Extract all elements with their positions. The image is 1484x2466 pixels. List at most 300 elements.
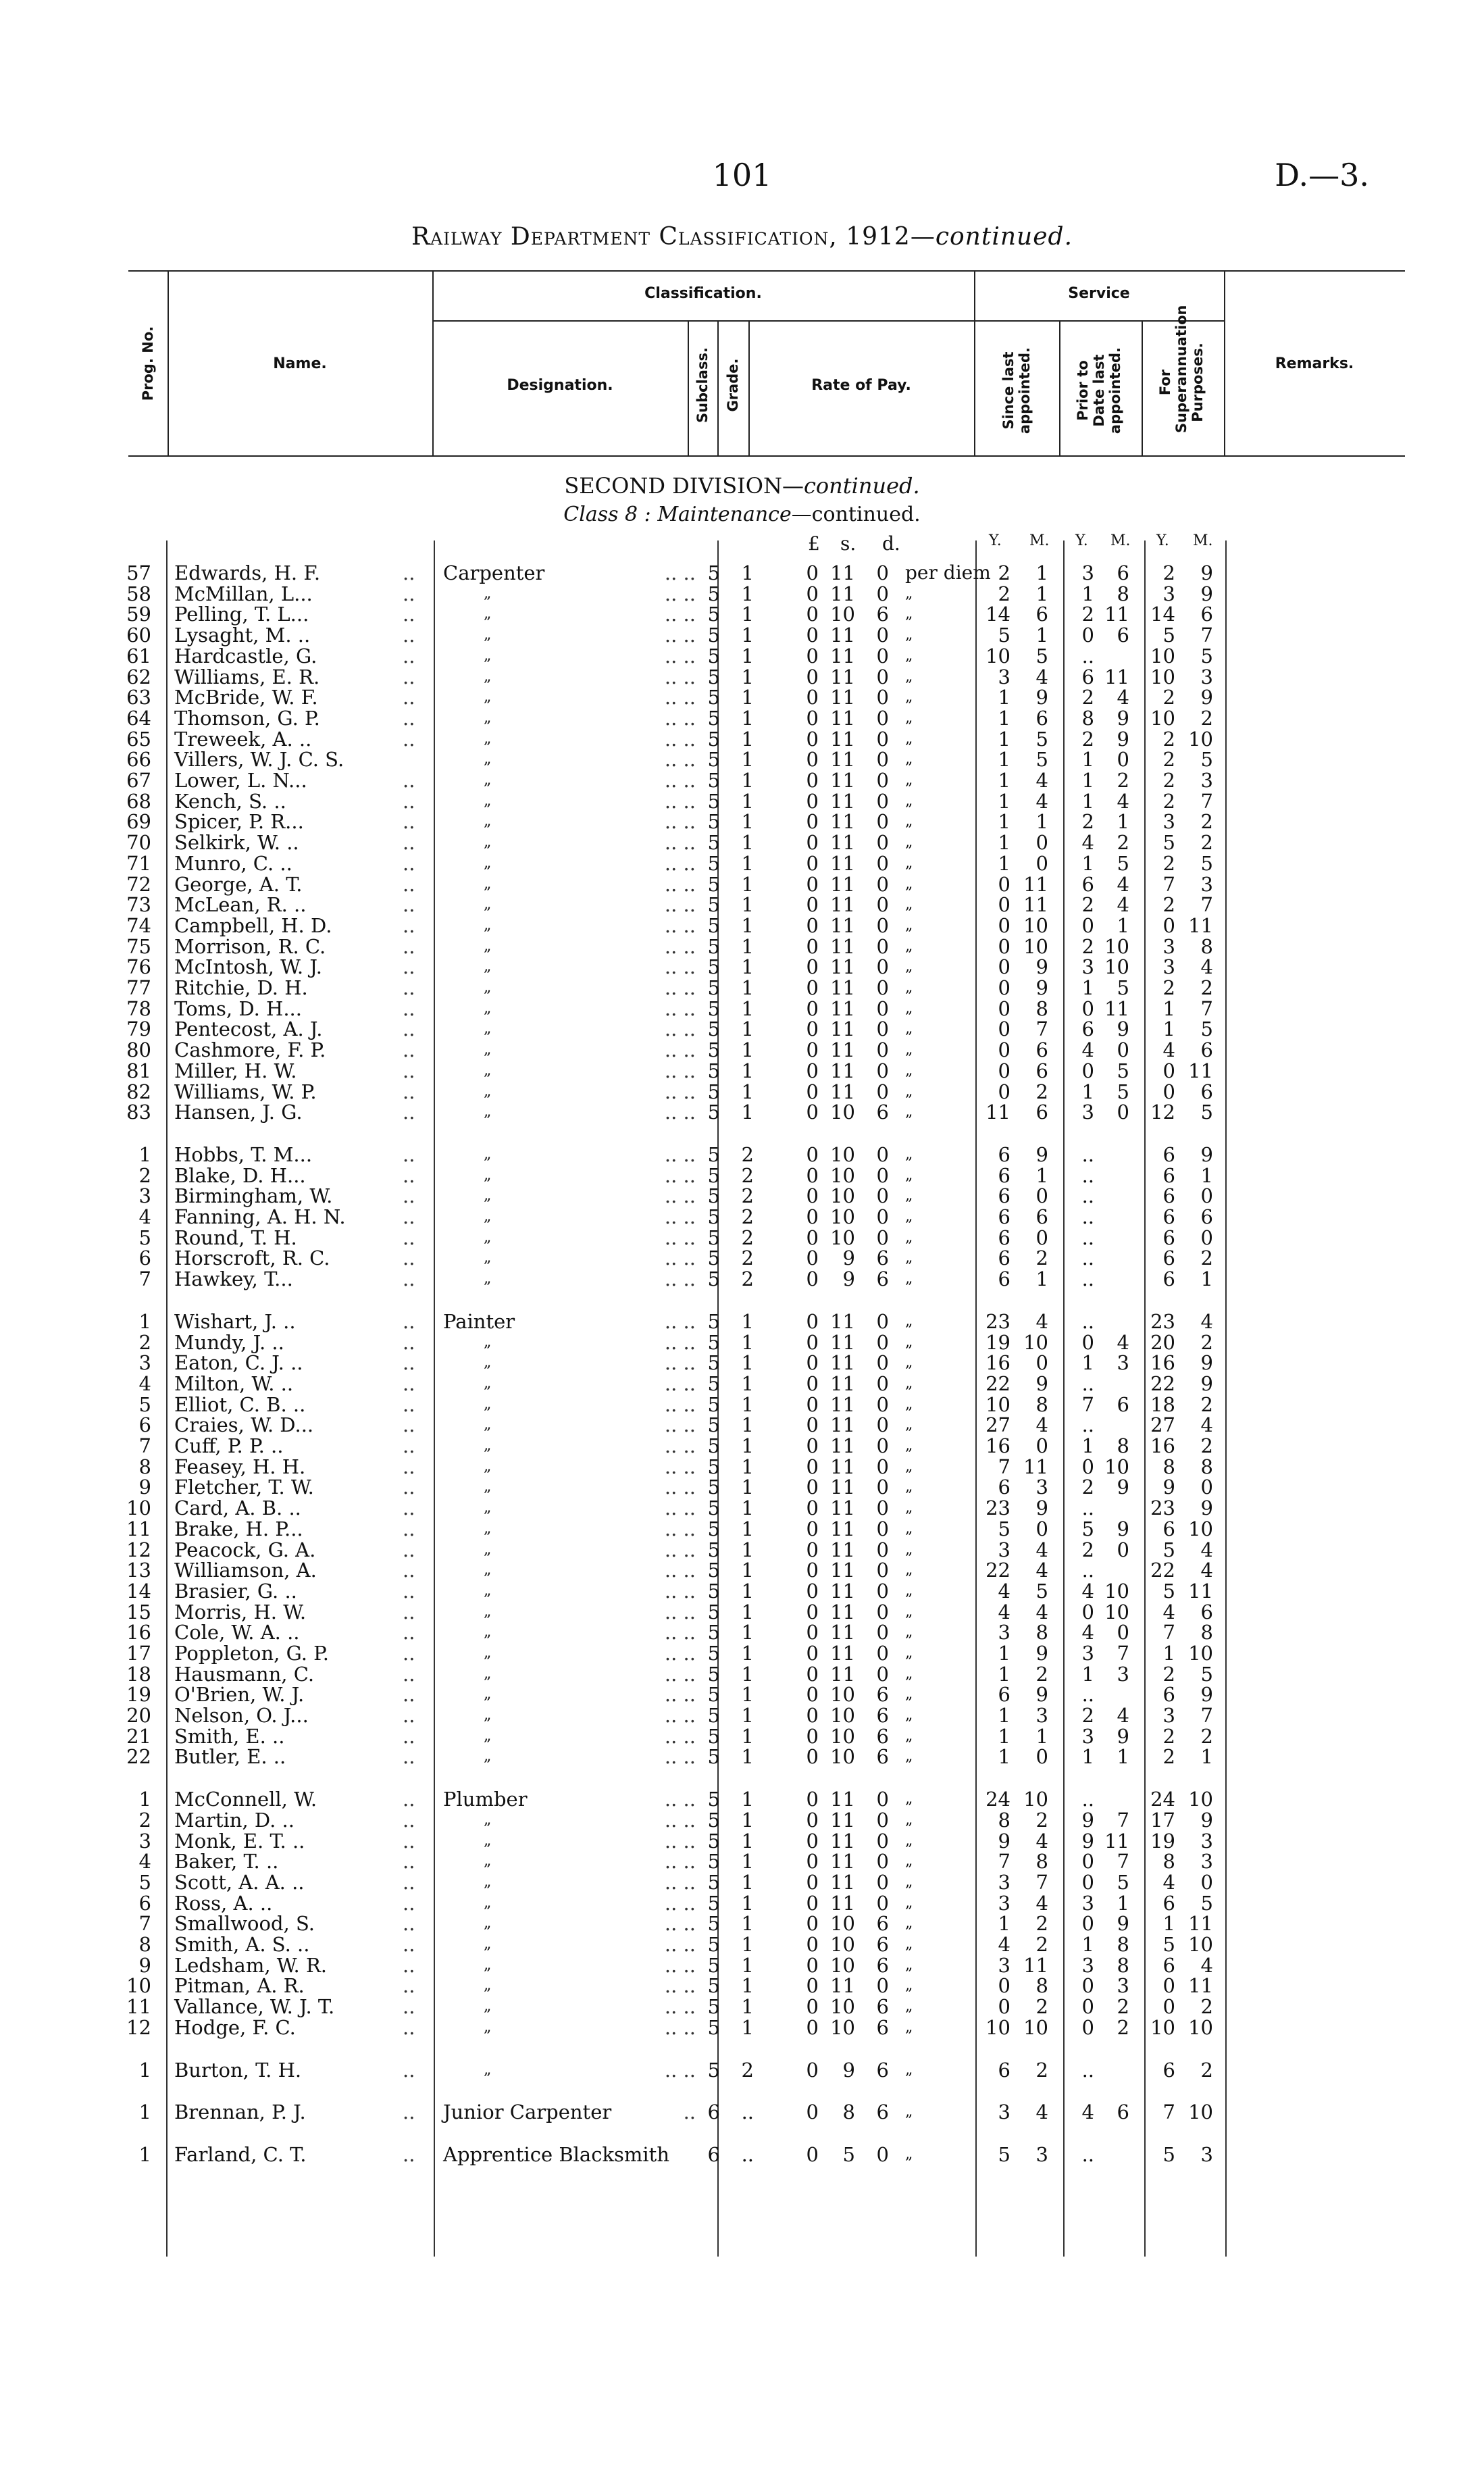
super-months: 3: [1200, 769, 1213, 792]
employee-name: Ledsham, W. R.: [174, 1954, 327, 1977]
leader-dots: ..: [403, 1745, 415, 1768]
super-years: 16: [1150, 1351, 1175, 1374]
since-last-months: 1: [1035, 810, 1048, 833]
pay-period: „: [905, 1103, 913, 1120]
pay-shillings: 11: [830, 893, 855, 916]
employee-name: Birmingham, W.: [174, 1184, 333, 1207]
leader-dots: ..: [403, 686, 415, 709]
leader-dots: ..: [403, 831, 415, 854]
subclass: 6: [707, 2143, 720, 2166]
pay-shillings: 11: [830, 1455, 855, 1478]
grade: 1: [741, 873, 754, 896]
pay-period: „: [905, 1832, 913, 1849]
pay-period: „: [905, 1499, 913, 1516]
leader-dots: ..: [403, 645, 415, 668]
designation: Junior Carpenter: [443, 2100, 612, 2123]
pay-period: „: [905, 585, 913, 602]
pay-shillings: 11: [830, 645, 855, 668]
prior-years: ..: [1081, 1164, 1094, 1187]
super-months: 3: [1200, 2143, 1213, 2166]
leader-dots: .. ..: [664, 1663, 696, 1686]
leader-dots: .. ..: [664, 561, 696, 584]
employee-name: Toms, D. H...: [174, 997, 302, 1020]
super-years: 22: [1150, 1372, 1175, 1395]
leader-dots: ..: [403, 893, 415, 916]
pay-pounds: 0: [806, 748, 819, 771]
prior-months: 6: [1117, 624, 1129, 647]
pay-pounds: 0: [806, 935, 819, 958]
leader-dots: .. ..: [664, 1725, 696, 1748]
subclass: 5: [707, 665, 720, 688]
leader-dots: .. ..: [664, 873, 696, 896]
prior-years: 0: [1081, 914, 1094, 937]
prior-years: ..: [1081, 1143, 1094, 1166]
super-months: 2: [1200, 810, 1213, 833]
super-months: 11: [1188, 1059, 1213, 1082]
pay-pounds: 0: [806, 852, 819, 875]
prog-no: 12: [126, 1538, 151, 1561]
header-subclass: Subclass.: [694, 347, 711, 423]
pay-pounds: 0: [806, 955, 819, 978]
pay-pence: 0: [876, 561, 889, 584]
pay-period: „: [905, 2146, 913, 2163]
pay-period: „: [905, 1375, 913, 1392]
designation: „: [484, 896, 492, 913]
subclass: 5: [707, 955, 720, 978]
prior-years: ..: [1081, 1205, 1094, 1228]
pay-shillings: 11: [830, 1413, 855, 1436]
grade: 2: [741, 1164, 754, 1187]
since-last-months: 8: [1035, 1621, 1048, 1644]
prog-no: 18: [126, 1663, 151, 1686]
subclass: 5: [707, 1601, 720, 1624]
prog-no: 1: [138, 2143, 151, 2166]
since-last-years: 1: [998, 748, 1010, 771]
grade: 1: [741, 852, 754, 875]
subclass: 5: [707, 1267, 720, 1290]
employee-name: Lower, L. N...: [174, 769, 307, 792]
designation: „: [484, 834, 492, 851]
leader-dots: .. ..: [664, 1038, 696, 1061]
leader-dots: .. ..: [664, 1184, 696, 1207]
super-months: 3: [1200, 665, 1213, 688]
leader-dots: .. ..: [664, 1517, 696, 1540]
pay-shillings: 11: [830, 873, 855, 896]
pay-shillings: 10: [830, 2016, 855, 2039]
employee-name: Thomson, G. P.: [174, 707, 320, 730]
super-years: 18: [1150, 1393, 1175, 1416]
grade: 1: [741, 707, 754, 730]
since-last-months: 5: [1035, 1580, 1048, 1603]
subclass: 5: [707, 1038, 720, 1061]
pay-shillings: 11: [830, 1601, 855, 1624]
leader-dots: .. ..: [664, 1310, 696, 1333]
prog-no: 60: [126, 624, 151, 647]
prog-no: 8: [138, 1933, 151, 1956]
since-last-months: 2: [1035, 1912, 1048, 1935]
prior-months: 9: [1117, 728, 1129, 751]
grade: 1: [741, 769, 754, 792]
since-last-months: 2: [1035, 1247, 1048, 1269]
pay-pence: 0: [876, 873, 889, 896]
since-last-years: 0: [998, 1017, 1010, 1040]
leader-dots: ..: [403, 1413, 415, 1436]
pay-pence: 0: [876, 1434, 889, 1457]
super-months: 2: [1200, 1393, 1213, 1416]
pay-pence: 0: [876, 1974, 889, 1997]
grade: 1: [741, 1892, 754, 1915]
super-years: 27: [1150, 1413, 1175, 1436]
leader-dots: .. ..: [664, 1101, 696, 1124]
pay-shillings: 10: [830, 1725, 855, 1748]
leader-dots: .. ..: [664, 1601, 696, 1624]
pay-period: „: [905, 1998, 913, 2015]
pay-period: „: [905, 605, 913, 622]
super-years: 1: [1162, 1642, 1175, 1665]
prior-years: 0: [1081, 1601, 1094, 1624]
pay-period: „: [905, 2061, 913, 2078]
subclass: 5: [707, 1538, 720, 1561]
designation: „: [484, 2061, 492, 2078]
since-last-years: 10: [986, 1393, 1010, 1416]
pay-period: „: [905, 1146, 913, 1163]
prior-months: 2: [1117, 831, 1129, 854]
grade: 1: [741, 1788, 754, 1811]
pay-pounds: 0: [806, 1995, 819, 2018]
pay-pence: 0: [876, 1331, 889, 1354]
leader-dots: .. ..: [664, 769, 696, 792]
leader-dots: ..: [403, 1621, 415, 1644]
pay-period: „: [905, 730, 913, 747]
prog-no: 2: [138, 1164, 151, 1187]
prog-no: 62: [126, 665, 151, 688]
prog-no: 72: [126, 873, 151, 896]
prior-years: ..: [1081, 1683, 1094, 1706]
prior-months: 8: [1117, 1434, 1129, 1457]
prog-no: 3: [138, 1351, 151, 1374]
pay-pence: 0: [876, 748, 889, 771]
super-years: 1: [1162, 1912, 1175, 1935]
pay-pounds: 0: [806, 1496, 819, 1519]
prior-years: 2: [1081, 1476, 1094, 1499]
prog-no: 9: [138, 1476, 151, 1499]
prior-years: 6: [1081, 873, 1094, 896]
pay-period: „: [905, 1167, 913, 1184]
leader-dots: ..: [403, 624, 415, 647]
grade: 1: [741, 1413, 754, 1436]
header-prior-to-date: Prior to Date last appointed.: [1075, 347, 1123, 434]
since-last-months: 2: [1035, 1809, 1048, 1832]
prior-years: 4: [1081, 831, 1094, 854]
subclass: 5: [707, 1351, 720, 1374]
super-months: 5: [1200, 1892, 1213, 1915]
prior-months: 6: [1117, 1393, 1129, 1416]
super-years: 8: [1162, 1850, 1175, 1873]
designation: „: [484, 605, 492, 622]
since-last-months: 9: [1035, 1496, 1048, 1519]
prog-no: 5: [138, 1226, 151, 1249]
designation: „: [484, 1624, 492, 1640]
pay-shillings: 11: [830, 665, 855, 688]
prog-no: 7: [138, 1267, 151, 1290]
super-months: 3: [1200, 1830, 1213, 1853]
pay-pounds: 0: [806, 624, 819, 647]
grade: 1: [741, 1745, 754, 1768]
since-last-years: 5: [998, 624, 1010, 647]
grade: 2: [741, 1205, 754, 1228]
super-months: 11: [1188, 1912, 1213, 1935]
pay-pounds: 0: [806, 1788, 819, 1811]
employee-name: Eaton, C. J. ..: [174, 1351, 303, 1374]
prog-no: 64: [126, 707, 151, 730]
leader-dots: ..: [403, 1580, 415, 1603]
subclass: 5: [707, 1331, 720, 1354]
super-months: 10: [1188, 1642, 1213, 1665]
designation: „: [484, 1998, 492, 2015]
pay-pence: 0: [876, 976, 889, 999]
designation: Carpenter: [443, 561, 545, 584]
since-last-months: 4: [1035, 1559, 1048, 1582]
prior-years: 8: [1081, 707, 1094, 730]
prior-months: 9: [1117, 1017, 1129, 1040]
pay-pence: 0: [876, 686, 889, 709]
subclass: 5: [707, 2059, 720, 2082]
leader-dots: ..: [403, 790, 415, 813]
leader-dots: .. ..: [664, 1683, 696, 1706]
employee-name: McIntosh, W. J.: [174, 955, 322, 978]
leader-dots: ..: [403, 1892, 415, 1915]
pay-period: „: [905, 1208, 913, 1225]
grade: 2: [741, 1226, 754, 1249]
pay-period: „: [905, 1644, 913, 1661]
employee-name: Ross, A. ..: [174, 1892, 273, 1915]
super-years: 3: [1162, 935, 1175, 958]
subclass: 5: [707, 935, 720, 958]
prior-years: ..: [1081, 1247, 1094, 1269]
leader-dots: ..: [403, 1850, 415, 1873]
since-last-months: 1: [1035, 561, 1048, 584]
super-months: 4: [1200, 1954, 1213, 1977]
subclass: 5: [707, 1871, 720, 1894]
header-service: Service: [1068, 285, 1130, 302]
leader-dots: ..: [403, 2143, 415, 2166]
leader-dots: .. ..: [664, 1850, 696, 1873]
pay-pence: 0: [876, 1559, 889, 1582]
prog-no: 8: [138, 1455, 151, 1478]
super-months: 4: [1200, 955, 1213, 978]
super-years: 1: [1162, 1017, 1175, 1040]
grade: 1: [741, 1080, 754, 1103]
employee-name: Spicer, P. R...: [174, 810, 304, 833]
grade: 1: [741, 1642, 754, 1665]
prior-years: ..: [1081, 2059, 1094, 2082]
unit-years: Y.: [1156, 532, 1169, 549]
designation: „: [484, 1375, 492, 1392]
prior-years: 2: [1081, 935, 1094, 958]
prior-years: 1: [1081, 582, 1094, 605]
since-last-months: 6: [1035, 603, 1048, 626]
prior-years: 0: [1081, 1995, 1094, 2018]
since-last-months: 1: [1035, 624, 1048, 647]
pay-period: „: [905, 938, 913, 955]
pay-shillings: 11: [830, 1788, 855, 1811]
prior-years: 0: [1081, 1331, 1094, 1354]
super-years: 4: [1162, 1871, 1175, 1894]
prior-months: 8: [1117, 1933, 1129, 1956]
pay-period: „: [905, 688, 913, 705]
super-years: 6: [1162, 1164, 1175, 1187]
super-months: 9: [1200, 561, 1213, 584]
prior-years: 1: [1081, 748, 1094, 771]
pay-shillings: 11: [830, 935, 855, 958]
pay-period: „: [905, 1020, 913, 1037]
prog-no: 22: [126, 1745, 151, 1768]
designation: „: [484, 1354, 492, 1371]
super-years: 2: [1162, 893, 1175, 916]
super-months: 9: [1200, 1372, 1213, 1395]
super-months: 11: [1188, 1580, 1213, 1603]
leader-dots: .. ..: [664, 1892, 696, 1915]
employee-name: Mundy, J. ..: [174, 1331, 284, 1354]
grade: 1: [741, 1538, 754, 1561]
prior-months: 10: [1104, 1601, 1129, 1624]
since-last-months: 4: [1035, 1892, 1048, 1915]
super-months: 6: [1200, 603, 1213, 626]
leader-dots: .. ..: [664, 852, 696, 875]
pay-period: „: [905, 1000, 913, 1017]
prog-no: 4: [138, 1372, 151, 1395]
grade: 1: [741, 1372, 754, 1395]
leader-dots: ..: [403, 1331, 415, 1354]
pay-pounds: 0: [806, 2143, 819, 2166]
grade: 1: [741, 1830, 754, 1853]
since-last-months: 10: [1023, 2016, 1048, 2039]
since-last-months: 8: [1035, 1393, 1048, 1416]
prior-years: 1: [1081, 976, 1094, 999]
employee-name: Blake, D. H...: [174, 1164, 306, 1187]
prior-months: 0: [1117, 748, 1129, 771]
pay-period: „: [905, 1582, 913, 1599]
unit-years: Y.: [989, 532, 1002, 549]
designation: „: [484, 1728, 492, 1744]
prior-years: 9: [1081, 1830, 1094, 1853]
pay-pounds: 0: [806, 582, 819, 605]
pay-shillings: 10: [830, 1164, 855, 1187]
grade: 1: [741, 1601, 754, 1624]
since-last-years: 7: [998, 1455, 1010, 1478]
since-last-years: 1: [998, 1642, 1010, 1665]
pay-shillings: 11: [830, 1538, 855, 1561]
pay-period: „: [905, 1811, 913, 1828]
grade: 2: [741, 1184, 754, 1207]
pay-pence: 0: [876, 1496, 889, 1519]
pay-pence: 0: [876, 1143, 889, 1166]
subclass: 5: [707, 852, 720, 875]
since-last-years: 22: [986, 1559, 1010, 1582]
prog-no: 70: [126, 831, 151, 854]
since-last-years: 2: [998, 561, 1010, 584]
prior-years: 1: [1081, 1745, 1094, 1768]
pay-pounds: 0: [806, 1017, 819, 1040]
employee-name: Farland, C. T.: [174, 2143, 307, 2166]
pay-pence: 0: [876, 1517, 889, 1540]
since-last-years: 0: [998, 893, 1010, 916]
pay-period: „: [905, 1707, 913, 1723]
since-last-months: 9: [1035, 955, 1048, 978]
since-last-months: 6: [1035, 1101, 1048, 1124]
designation: „: [484, 1853, 492, 1869]
employee-name: Brasier, G. ..: [174, 1580, 297, 1603]
since-last-months: 8: [1035, 997, 1048, 1020]
pay-pounds: 0: [806, 728, 819, 751]
super-years: 6: [1162, 1247, 1175, 1269]
since-last-years: 16: [986, 1351, 1010, 1374]
since-last-months: 7: [1035, 1871, 1048, 1894]
pay-pounds: 0: [806, 1745, 819, 1768]
pay-pounds: 0: [806, 1372, 819, 1395]
super-years: 0: [1162, 1059, 1175, 1082]
leader-dots: .. ..: [664, 2059, 696, 2082]
prior-months: 6: [1117, 561, 1129, 584]
super-years: 3: [1162, 1704, 1175, 1727]
since-last-months: 6: [1035, 1205, 1048, 1228]
unit-pence: d.: [882, 532, 900, 555]
pay-pounds: 0: [806, 1538, 819, 1561]
prior-years: ..: [1081, 1226, 1094, 1249]
leader-dots: .. ..: [664, 893, 696, 916]
pay-period: „: [905, 2103, 913, 2120]
since-last-months: 10: [1023, 914, 1048, 937]
pay-pence: 0: [876, 810, 889, 833]
since-last-months: 9: [1035, 1683, 1048, 1706]
since-last-months: 10: [1023, 935, 1048, 958]
prior-years: ..: [1081, 1267, 1094, 1290]
header-since-last: Since last appointed.: [1000, 347, 1033, 434]
pay-pounds: 0: [806, 665, 819, 688]
grade: 1: [741, 728, 754, 751]
super-years: 2: [1162, 686, 1175, 709]
pay-shillings: 11: [830, 1892, 855, 1915]
grade: 1: [741, 645, 754, 668]
super-years: 7: [1162, 2100, 1175, 2123]
subclass: 5: [707, 1310, 720, 1333]
since-last-months: 11: [1023, 893, 1048, 916]
prior-years: 1: [1081, 1351, 1094, 1374]
leader-dots: ..: [403, 769, 415, 792]
pay-shillings: 11: [830, 1038, 855, 1061]
leader-dots: ..: [403, 1538, 415, 1561]
prog-no: 2: [138, 1331, 151, 1354]
pay-shillings: 10: [830, 1704, 855, 1727]
pay-pence: 0: [876, 1850, 889, 1873]
leader-dots: .. ..: [664, 1559, 696, 1582]
leader-dots: .. ..: [664, 1954, 696, 1977]
pay-shillings: 11: [830, 997, 855, 1020]
prior-years: ..: [1081, 1788, 1094, 1811]
pay-pounds: 0: [806, 1080, 819, 1103]
super-years: 2: [1162, 561, 1175, 584]
prior-years: 0: [1081, 1850, 1094, 1873]
subclass: 5: [707, 1496, 720, 1519]
pay-period: „: [905, 1728, 913, 1744]
designation: „: [484, 1416, 492, 1433]
grade: 1: [741, 1476, 754, 1499]
grade: 1: [741, 1954, 754, 1977]
super-years: 24: [1150, 1788, 1175, 1811]
prior-years: 0: [1081, 624, 1094, 647]
pay-pounds: 0: [806, 1413, 819, 1436]
since-last-years: 6: [998, 1267, 1010, 1290]
